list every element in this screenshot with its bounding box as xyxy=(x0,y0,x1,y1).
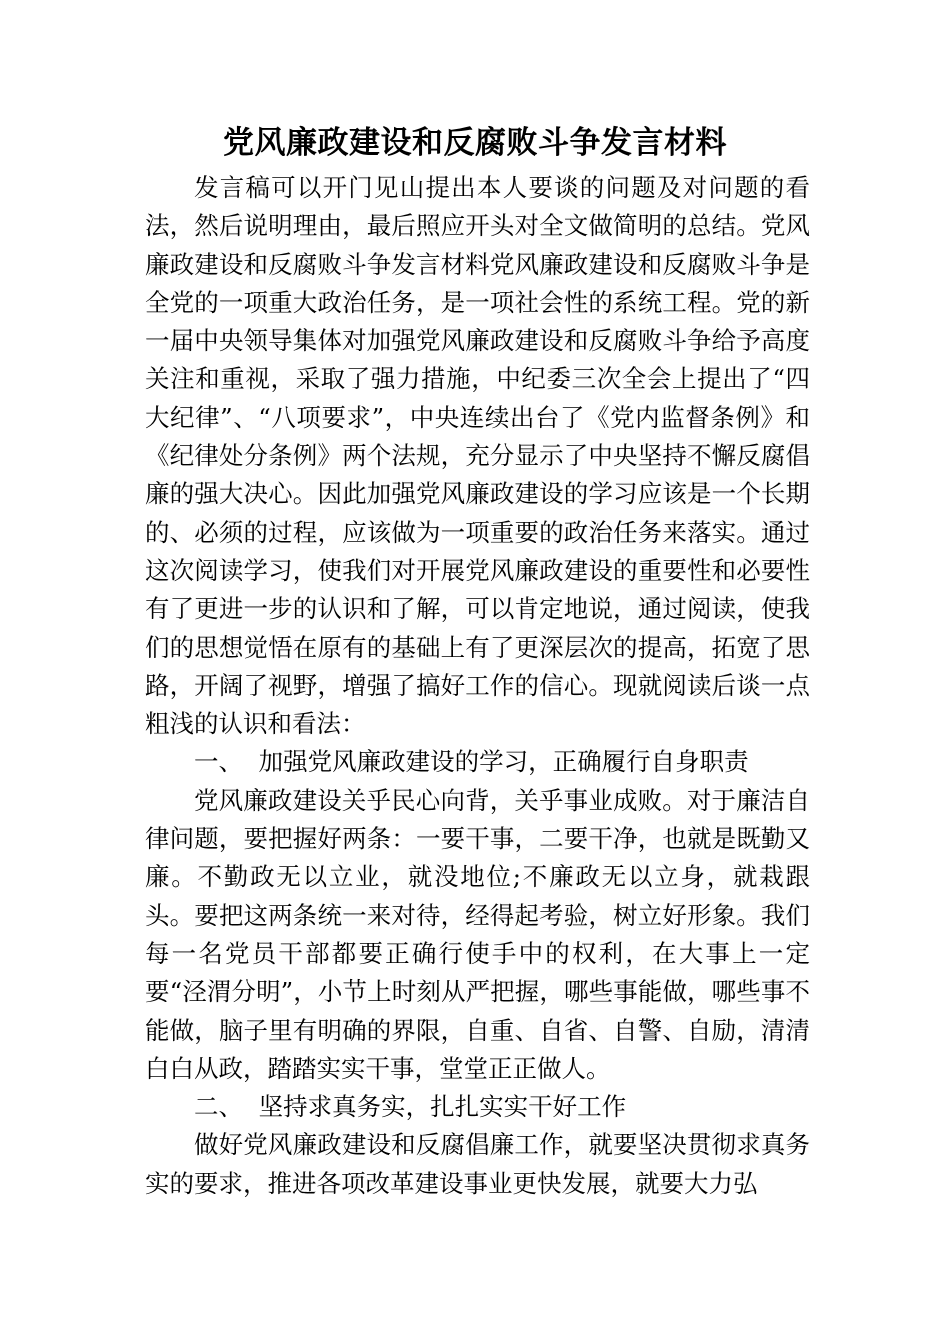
section-heading-2: 二、 坚持求真务实，扎扎实实干好工作 xyxy=(194,1092,627,1122)
section-1-paragraph: 党风廉政建设关乎民心向背，关乎事业成败。对于廉洁自律问题，要把握好两条：一要干事，二要干净，也就是既勤又廉。不勤政无以立业，就没地位;不廉政无以立身，就栽跟头。要把这两条统一来对待，经得起考验，树立好形象。我们每一名党员干部都要正确行使手中的权利，在大事上一定要“泾渭分明”，小节上时刻从严把握，哪些事能做，哪些事不能做，脑子里有明确的界限，自重、自省、自警、自励，清清白白从政，踏踏实实干事，堂堂正正做人。 xyxy=(145,785,810,1083)
section-2-paragraph: 做好党风廉政建设和反腐倡廉工作，就要坚决贯彻求真务实的要求，推进各项改革建设事业更快发展，就要大力弘 xyxy=(145,1130,810,1198)
intro-paragraph: 发言稿可以开门见山提出本人要谈的问题及对问题的看法，然后说明理由，最后照应开头对全文做简明的总结。党风廉政建设和反腐败斗争发言材料党风廉政建设和反腐败斗争是全党的一项重大政治任务，是一项社会性的系统工程。党的新一届中央领导集体对加强党风廉政建设和反腐败斗争给予高度关注和重视，采取了强力措施，中纪委三次全会上提出了“四大纪律”、“八项要求”，中央连续出台了《党内监督条例》和《纪律处分条例》两个法规，充分显示了中央坚持不懈反腐倡廉的强大决心。因此加强党风廉政建设的学习应该是一个长期的、必须的过程，应该做为一项重要的政治任务来落实。通过这次阅读学习，使我们对开展党风廉政建设的重要性和必要性有了更进一步的认识和了解，可以肯定地说，通过阅读，使我们的思想觉悟在原有的基础上有了更深层次的提高，拓宽了思路，开阔了视野，增强了搞好工作的信心。现就阅读后谈一点粗浅的认识和看法： xyxy=(145,173,810,739)
section-heading-1: 一、 加强党风廉政建设的学习，正确履行自身职责 xyxy=(194,747,749,777)
document-title: 党风廉政建设和反腐败斗争发言材料 xyxy=(223,125,727,161)
document-body xyxy=(145,169,810,1203)
